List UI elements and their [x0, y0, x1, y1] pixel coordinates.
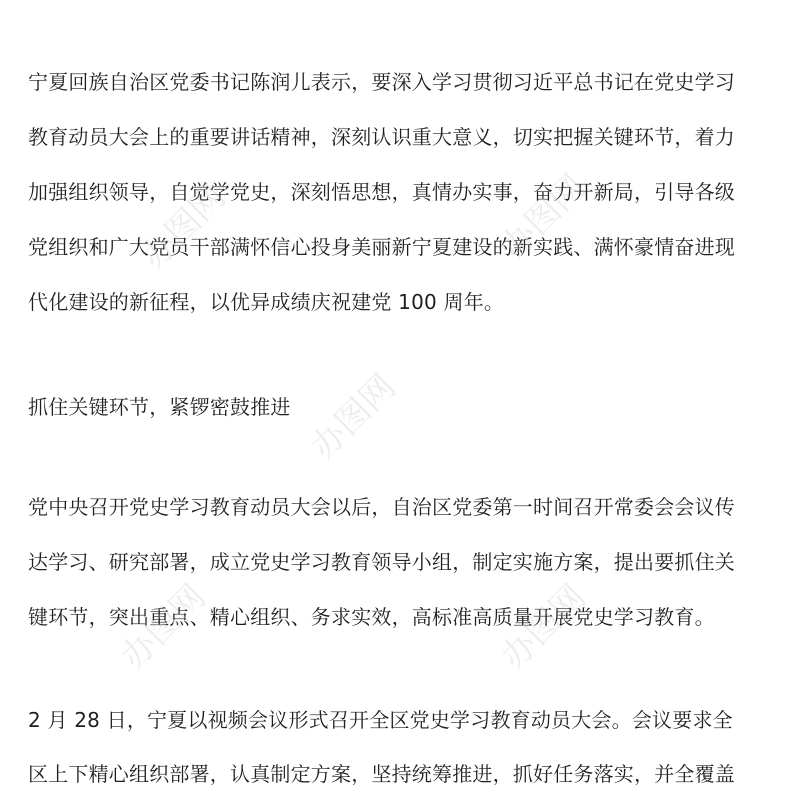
watermark: 办图网	[133, 176, 234, 278]
paragraph-2-line-3: 键环节，突出重点、精心组织、务求实效，高标准高质量开展党史学习教育。	[28, 605, 715, 629]
paragraph-2-line-1: 党中央召开党史学习教育动员大会以后，自治区党委第一时间召开常委会会议传	[28, 495, 735, 519]
paragraph-1-line-3: 加强组织领导，自觉学党史，深刻悟思想，真情办实事，奋力开新局，引导各级	[28, 180, 735, 204]
watermark: 办图网	[113, 576, 214, 678]
paragraph-1-line-2: 教育动员大会上的重要讲话精神，深刻认识重大意义，切实把握关键环节，着力	[28, 125, 735, 149]
watermark: 办图网	[493, 166, 594, 268]
watermark: 办图网	[493, 576, 594, 678]
paragraph-1-line-4: 党组织和广大党员干部满怀信心投身美丽新宁夏建设的新实践、满怀豪情奋进现	[28, 235, 735, 259]
section-heading: 抓住关键环节，紧锣密鼓推进	[28, 395, 291, 419]
paragraph-3-line-2: 区上下精心组织部署，认真制定方案，坚持统筹推进，抓好任务落实，并全覆盖	[28, 762, 735, 786]
paragraph-3-line-1: 2 月 28 日，宁夏以视频会议形式召开全区党史学习教育动员大会。会议要求全	[28, 708, 733, 732]
paragraph-2-line-2: 达学习、研究部署，成立党史学习教育领导小组，制定实施方案，提出要抓住关	[28, 550, 735, 574]
paragraph-1-line-1: 宁夏回族自治区党委书记陈润儿表示，要深入学习贯彻习近平总书记在党史学习	[28, 70, 735, 94]
watermark: 办图网	[303, 366, 404, 468]
paragraph-1-line-5: 代化建设的新征程，以优异成绩庆祝建党 100 周年。	[28, 290, 505, 314]
